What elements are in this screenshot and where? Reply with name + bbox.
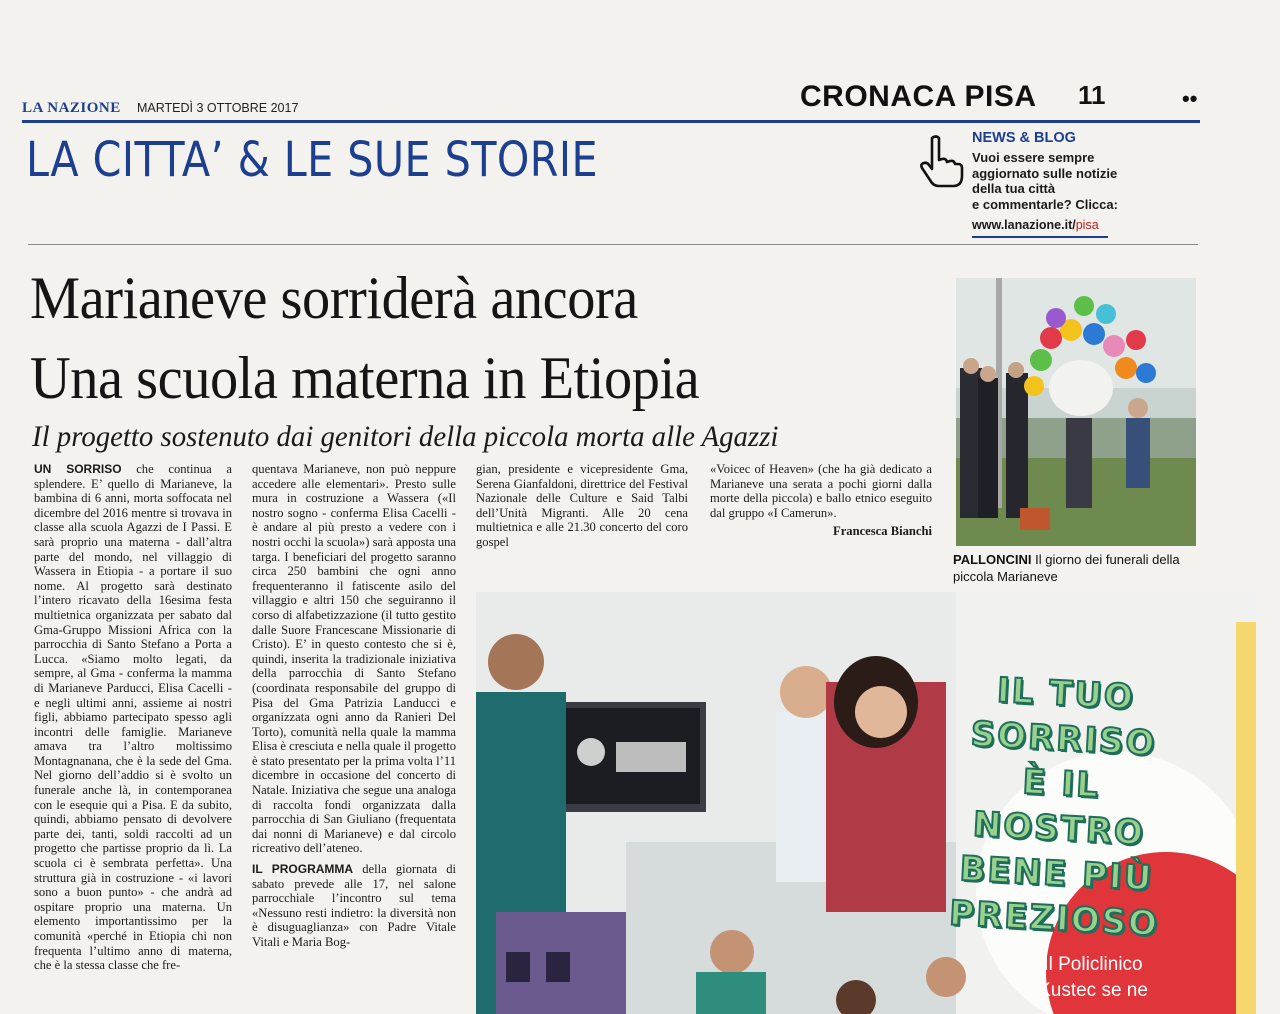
program-paragraph	[252, 862, 456, 950]
promo-line: della tua città	[972, 181, 1056, 196]
article-column-1	[34, 462, 232, 973]
section-title: CRONACA PISA	[800, 80, 1037, 113]
promo-title: NEWS & BLOG	[972, 130, 1076, 146]
article-subheading: Il progetto sostenuto dai genitori della piccola morta alle Agazzi	[32, 420, 779, 453]
lead-word: UN SORRISO	[34, 462, 122, 476]
article-column-4	[710, 462, 932, 539]
promo-link-domain: www.lanazione.it/	[972, 218, 1076, 232]
program-text: della giornata di sabato prevede alle 17, nel salone parrocchiale l’incontro sul tema «Nessuno resti indietro: la diversità non è disuguaglianza» con Padre Vitale Vitali e Maria Bog-	[252, 862, 457, 949]
caption-text: Il giorno dei funerali della piccola Marianeve	[953, 552, 1180, 584]
pointing-hand-icon	[918, 134, 964, 188]
column-1-text: che continua a splendere. E’ quello di Marianeve, la bambina di 6 anni, morta soffocata nel dicembre del 2016 mentre si trovava in classe alla scuola Agazzi de I Passi. E sarà proprio una materna - dall’altra parte del mondo, nel villaggio di Wassera in Etiopia - a portare il suo nome. Al progetto sarà destinato l’intero ricavato della 16esima festa multietnica organizzata per sabato dal Gma-Gruppo Missioni Africa con la parrocchia di Santo Stefano a Porta a Lucca. «Siamo molto legati, da sempre, al Gma - conferma la mamma di Marianeve Parducci, Elisa Cacelli - e negli ultimi anni, assieme ai nostri figli, abbiamo partecipato spesso agli incontri delle famiglie. Marianeve amava tra l’altro moltissimo Montagnanana, che è la sede del Gma. Nel giorno dell’addio si è svolto un funerale anche là, in contemporanea con le esequie qui a Pisa. E da subito, quindi, abbiamo pensato di devolvere parte dei, tanti, soldi raccolti ad un progetto che partisse proprio da lì. La scuola ci è sembrata perfetta». Una struttura già in costruzione - «i lavori sono a buon punto» - che andrà ad ospitare proprio una materna. Un elemento importantissimo per la comunità «perché in Etiopia chi non frequenta l’ultimo anno di materna, che è la stessa classe che fre-	[34, 462, 232, 973]
funeral-balloons-photo	[956, 278, 1196, 546]
column-2-text: quentava Marianeve, non può neppure accedere alle elementari». Presto sulle mura in costruzione a Wassera («Il nostro sogno - conferma Elisa Cacelli - è andare al più presto a vedere con i nostri occhi la scuola») sarà apposta una targa. I beneficiari del progetto saranno circa 250 bambini che ogni anno frequenteranno il fatiscente asilo del villaggio e altri 150 che seguiranno il corso di alfabetizzazione (il tutto gestito dalle Suore Francescane Missionarie di Cristo). E’ in questo contesto che si è, quindi, inserita la tradizionale iniziativa della parrocchia di Santo Stefano (coordinata responsabile del gruppo di Pisa del Gma Patrizia Landucci e organizzata ogni anno da Ranieri Del Torto), comunità nella quale la mamma Elisa è cresciuta e nella quale il progetto è stato presentato per la prima volta l’11 dicembre in occasione del concerto di Natale. Iniziativa che segue una analoga di raccolta fondi organizzata dalla parrocchia di San Giuliano (frequentata dai nonni di Marianeve) e dal circolo ricreativo dell’ateneo.	[252, 462, 456, 856]
ornament-dots: ••	[1182, 86, 1198, 111]
ad-slogan-line: IL TUO	[996, 670, 1136, 718]
promo-line: e commentarle? Clicca:	[972, 196, 1118, 212]
page-number: 11	[1078, 80, 1106, 110]
ad-slogan-line: SORRISO	[969, 714, 1158, 764]
issue-date: MARTEDÌ 3 OTTOBRE 2017	[137, 101, 299, 115]
byline: Francesca Bianchi	[833, 524, 932, 539]
header-divider	[28, 244, 1198, 245]
column-4-text: «Voicec of Heaven» (che ha già dedicato a Marianeve una serata a pochi giorni dalla morte della piccola) e ballo etnico eseguito dal gruppo «I Camerun».	[710, 462, 932, 520]
ad-badge-text	[1008, 952, 1178, 1004]
ad-slogan-line: BENE PIÙ	[958, 848, 1155, 899]
ad-slogan-line: PREZIOSO	[948, 893, 1161, 945]
ad-slogan	[933, 666, 1187, 948]
article-column-2	[252, 462, 456, 950]
promo-line: Vuoi essere sempre	[972, 150, 1095, 165]
masthead: LA NAZIONE	[22, 100, 121, 116]
ad-badge-line: Kustec se ne	[1038, 980, 1148, 1001]
ad-slogan-line: È IL NOSTRO	[971, 762, 1146, 854]
promo-link-path: pisa	[1075, 218, 1099, 232]
promo-line: aggiornato sulle notizie	[972, 165, 1118, 181]
headline-line-1: Marianeve sorriderà ancora	[30, 265, 638, 331]
header-rule	[22, 120, 1200, 123]
article-column-3	[476, 462, 688, 550]
section-kicker: LA CITTA’ & LE SUE STORIE	[26, 132, 599, 188]
program-label: IL PROGRAMMA	[252, 862, 354, 877]
column-3-text: gian, presidente e vicepresidente Gma, Serena Gianfaldoni, direttrice del Festival Nazionale delle Culture e Said Talbi dell’Unità Migranti. Alle 20 cena multietnica e alle 21.30 concerto del coro gospel	[476, 462, 688, 549]
headline-line-2: Una scuola materna in Etiopia	[30, 345, 700, 411]
promo-rule	[972, 236, 1108, 238]
ad-badge-line: Il Policlinico	[1043, 954, 1143, 975]
promo-text	[972, 150, 1147, 212]
caption-label: PALLONCINI	[953, 552, 1032, 567]
photo-caption	[953, 551, 1193, 585]
promo-link[interactable]	[972, 218, 1099, 232]
